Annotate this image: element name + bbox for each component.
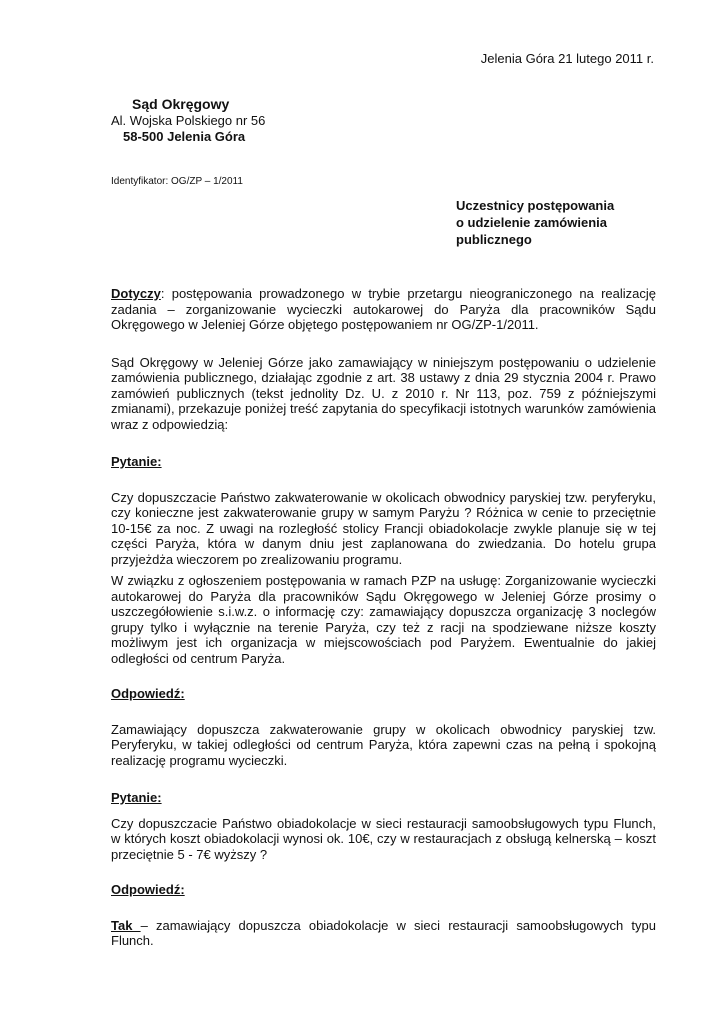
document-identifier: Identyfikator: OG/ZP – 1/2011 (111, 176, 243, 187)
court-city: 58-500 Jelenia Góra (123, 129, 246, 144)
question-2-paragraph: Czy dopuszczacie Państwo obiadokolacje w sieci restauracji samoobsługowych typu Flunch, w których koszt obiadokolacji wynosi ok. 10€, czy w restauracjach z obsługą kelnerską – koszt przeciętnie 5 - 7€ wyższy ? (111, 815, 656, 862)
recipient-block (456, 197, 656, 248)
answer-2-paragraph (111, 918, 656, 949)
recipient-line: Uczestnicy postępowania (456, 198, 615, 213)
question-heading: Pytanie: (111, 454, 162, 469)
question-1-paragraph-1: Czy dopuszczacie Państwo zakwaterowanie w okolicach obwodnicy paryskiej tzw. peryferyku, czy konieczne jest zakwaterowanie grupy w samym Paryżu ? Różnica w cenie to przeciętnie 10-15€ za noc. Z uwagi na rozległość stolicy Francji obiadokolacje zwykle planuje się w tej części Paryża, która w danym dniu jest zaplanowana do zwiedzania. Do hotelu grupa przyjeżdża wieczorem po zrealizowaniu programu. (111, 489, 656, 567)
subject-text: : postępowania prowadzonego w trybie przetargu nieograniczonego na realizację zadania – zorganizowanie wycieczki autokarowej do Paryża dla pracowników Sądu Okręgowego w Jeleniej Górze objętego postępowaniem nr OG/ZP-1/2011. (111, 286, 656, 332)
intro-paragraph: Sąd Okręgowy w Jeleniej Górze jako zamawiający w niniejszym postępowaniu o udzielenie zamówienia publicznego, działając zgodnie z art. 38 ustawy z dnia 29 stycznia 2004 r. Prawo zamówień publicznych (tekst jednolity Dz. U. z 2010 r. Nr 113, poz. 759 z późniejszymi zmianami), przekazuje poniżej treść zapytania do specyfikacji istotnych warunków zamówienia wraz z odpowiedzią: (111, 354, 656, 432)
court-name: Sąd Okręgowy (132, 96, 230, 112)
question-heading: Pytanie: (111, 790, 162, 805)
recipient-line: o udzielenie zamówienia (456, 215, 607, 230)
answer-heading: Odpowiedź: (111, 882, 185, 897)
answer-2-text: – zamawiający dopuszcza obiadokolacje w sieci restauracji samoobsługowych typu Flunch. (111, 917, 656, 948)
question-1-paragraph-2: W związku z ogłoszeniem postępowania w ramach PZP na usługę: Zorganizowanie wycieczki autokarowej do Paryża dla pracowników Sądu Okręgowego w Jeleniej Górze prosimy o uszczegółowienie s.i.w.z. o informację czy: zamawiający dopuszcza organizację 3 noclegów grupy tylko i wyłącznie na terenie Paryża, czy też z racji na spodziewane niższe koszty możliwym jest ich organizacja w miejscowościach pod Paryżem. Ewentualnie do jakiej odległości od centrum Paryża. (111, 573, 656, 666)
answer-heading: Odpowiedź: (111, 686, 185, 701)
document-date: Jelenia Góra 21 lutego 2011 r. (480, 51, 654, 66)
answer-2-emphasis: Tak (111, 917, 141, 933)
court-address: Al. Wojska Polskiego nr 56 (111, 113, 266, 128)
recipient-line: publicznego (456, 232, 532, 247)
subject-label: Dotyczy (111, 286, 161, 301)
answer-1-paragraph: Zamawiający dopuszcza zakwaterowanie grupy w okolicach obwodnicy paryskiej tzw. Peryferyku, w takiej odległości od centrum Paryża, która zapewni czas na pełną i spokojną realizację programu wycieczki. (111, 721, 656, 768)
document-body (111, 286, 656, 949)
subject-paragraph (111, 286, 656, 333)
